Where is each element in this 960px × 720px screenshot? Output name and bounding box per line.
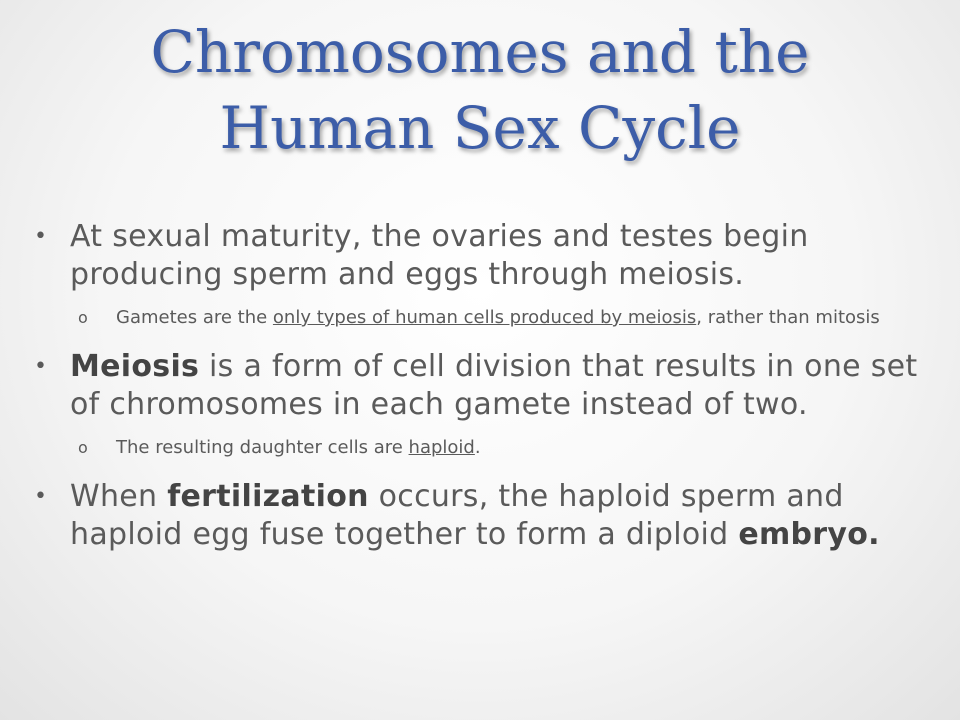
bullet-bold-fertilization: fertilization — [167, 479, 369, 514]
bullet-text-before: When — [70, 479, 168, 514]
title-line-2: Human Sex Cycle — [219, 94, 741, 162]
sub-bullet-text-after: . — [474, 437, 481, 458]
bullet-text-middle: occurs, the haploid sperm and haploid egg fuse together to form a diploid — [70, 479, 844, 552]
sub-bullet-marker-icon: o — [78, 438, 88, 457]
sub-bullet-text-after: , rather than mitosis — [696, 307, 880, 328]
sub-bullet-haploid — [70, 436, 946, 460]
title-line-1: Chromosomes and the — [150, 18, 810, 86]
bullet-meiosis — [28, 348, 946, 424]
bullet-sexual-maturity — [28, 218, 946, 294]
bullet-text: At sexual maturity, the ovaries and testes begin producing sperm and eggs through meiosis. — [70, 219, 809, 292]
sub-bullet-gametes — [70, 306, 946, 330]
bullet-text: is a form of cell division that results in one set of chromosomes in each gamete instead of two. — [70, 349, 918, 422]
bullet-bold-term: Meiosis — [70, 349, 200, 384]
sub-bullet-text-before: Gametes are the — [116, 307, 273, 328]
slide-body — [28, 218, 946, 566]
sub-bullet-marker-icon: o — [78, 308, 88, 327]
bullet-dot-icon: • — [34, 484, 48, 509]
sub-bullet-underlined: haploid — [408, 437, 475, 458]
bullet-dot-icon: • — [34, 354, 48, 379]
bullet-bold-embryo: embryo. — [738, 517, 880, 552]
bullet-dot-icon: • — [34, 224, 48, 249]
slide-title — [0, 14, 960, 166]
bullet-fertilization — [28, 478, 946, 554]
sub-bullet-underlined: only types of human cells produced by meiosis — [272, 307, 697, 328]
sub-bullet-text-before: The resulting daughter cells are — [116, 437, 409, 458]
